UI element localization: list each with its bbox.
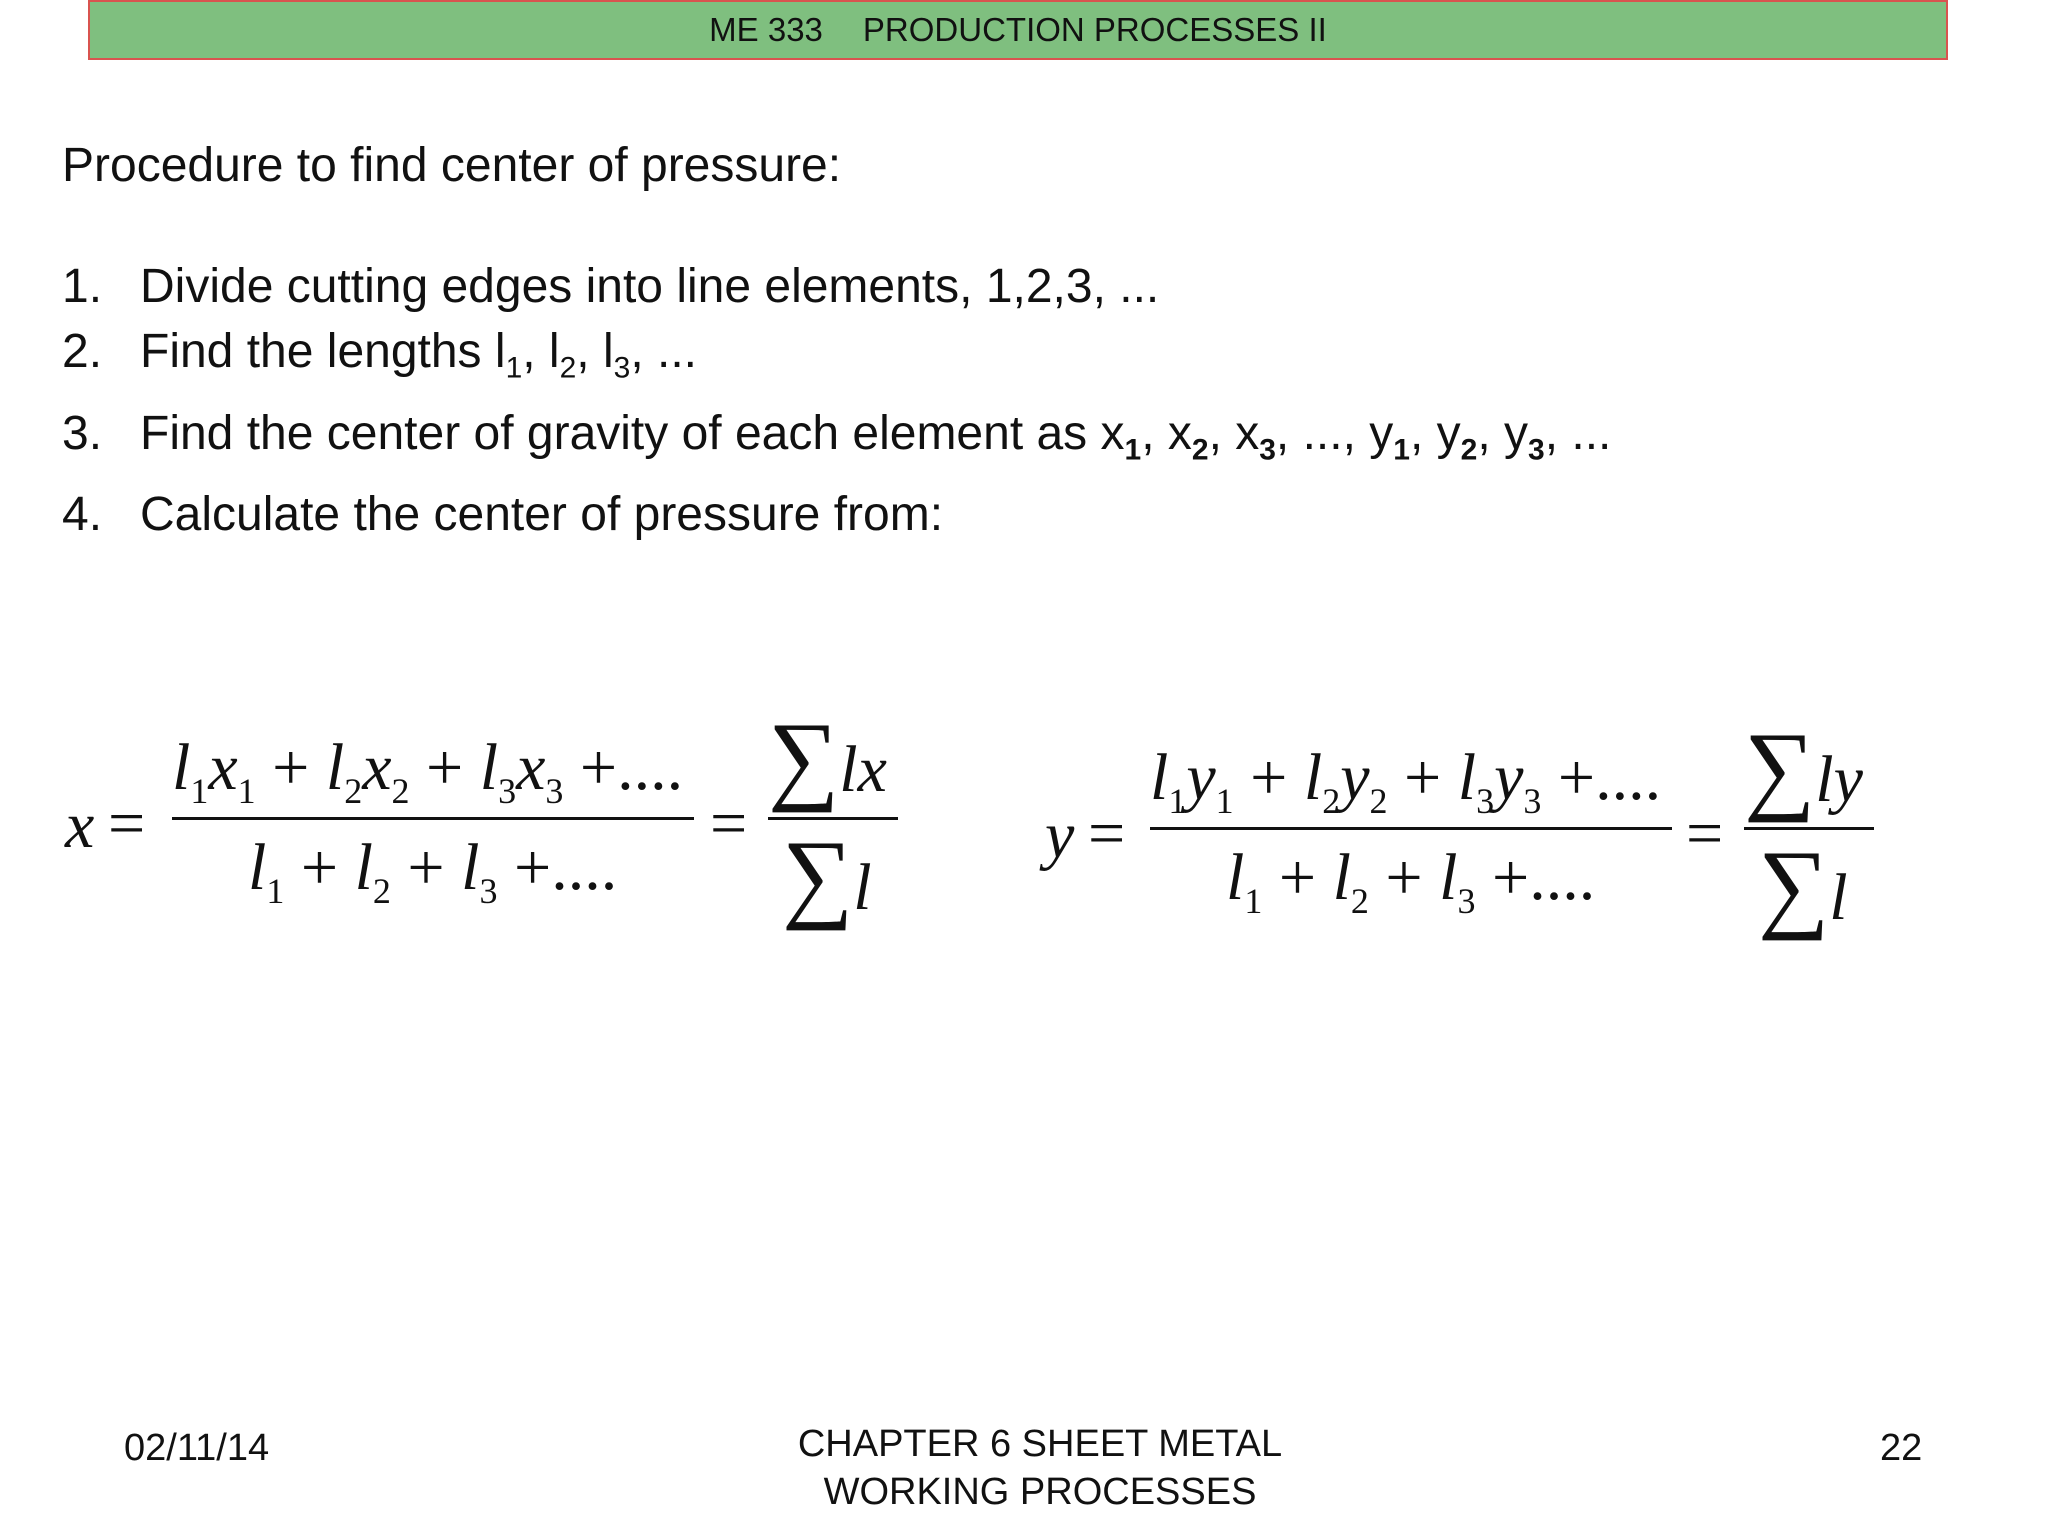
eq-x-numerator: $l_1x_1 + l_2x_2 + l_3x_3$ +.... [172,731,684,812]
procedure-steps [62,254,1611,547]
eq-x-lhs: x [65,789,95,862]
eq-x-denominator: $l_1 + l_2 + l_3$ +.... [248,831,618,912]
step-2: 2. Find the lengths $l_1$, $l_2$, $l_3$, ... [62,325,697,385]
step-1: 1. Divide cutting edges into line elements, 1,2,3, ... [62,260,1160,313]
eq-y-sum-numerator: ∑ly [1744,712,1863,823]
footer-date: 02/11/14 [124,1427,270,1469]
equation-y: y = $l_1y_1 + l_2y_2 + l_3y_3$ +.... $l_1 + l_2 + l_3$ +.... = ∑ly ∑l [1040,710,1880,950]
footer-chapter: CHAPTER 6 SHEET METAL WORKING PROCESSES [797,1423,1283,1513]
equation-x: x = $l_1x_1 + l_2x_2 + l_3x_3$ +.... $l_1 + l_2 + l_3$ +.... = ∑lx ∑l [60,700,920,940]
eq-x-fraction-line [172,817,694,820]
eq-x-sum-numerator: ∑lx [768,702,887,813]
eq-x-sum-denominator: ∑l [782,820,872,931]
page-number: 22 [1880,1427,1923,1469]
course-title: PRODUCTION PROCESSES II [862,11,1327,48]
step-4: 4. Calculate the center of pressure from: [62,488,944,542]
eq-y-numerator: $l_1y_1 + l_2y_2 + l_3y_3$ +.... [1150,741,1662,822]
eq-y-denominator: $l_1 + l_2 + l_3$ +.... [1226,841,1596,922]
eq-y-fraction-line [1150,827,1672,830]
step-3: 3. Find the center of gravity of each element as $x_1$, $x_2$, $x_3$, ..., $y_1$, $y_2$, $y_3$, ... [62,406,1612,467]
eq-y-sum-denominator: ∑l [1758,830,1848,941]
course-code: ME 333 [709,11,823,48]
eq-y-lhs: y [1045,799,1075,872]
slide-heading: Procedure to find center of pressure: [62,139,842,192]
header-bar [88,0,1948,60]
